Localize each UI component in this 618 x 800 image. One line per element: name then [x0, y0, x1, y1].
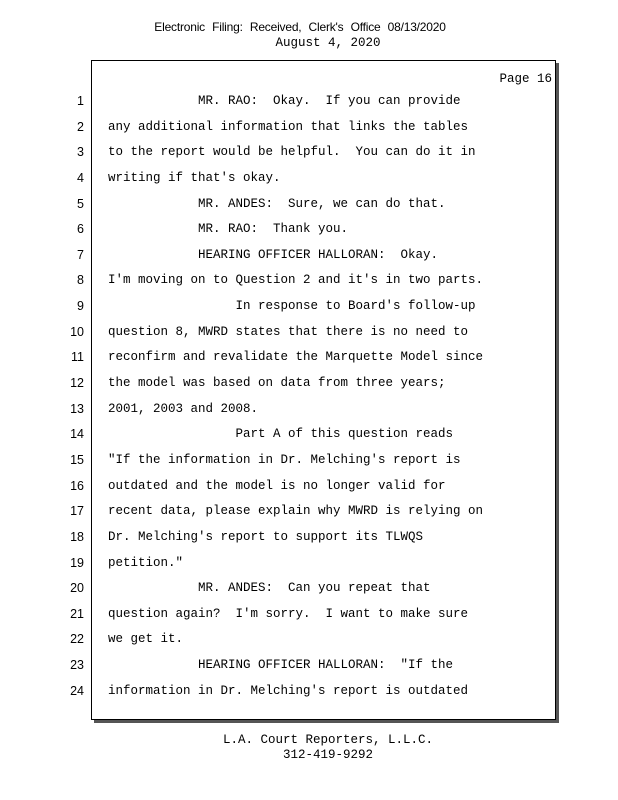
- line-number: 14: [70, 427, 84, 442]
- line-number: 15: [70, 452, 84, 467]
- line-text: information in Dr. Melching's report is outdated: [108, 683, 469, 698]
- line-text: question again? I'm sorry. I want to make sure: [108, 606, 469, 621]
- line-text: HEARING OFFICER HALLORAN: "If the: [108, 658, 454, 673]
- line-number: 22: [70, 632, 84, 647]
- transcript-line: [0, 217, 618, 243]
- line-number: 24: [70, 683, 84, 698]
- line-number: 13: [70, 401, 84, 416]
- line-text: any additional information that links the tables: [108, 119, 469, 134]
- transcript-body: [0, 89, 618, 704]
- line-number: 7: [77, 247, 84, 262]
- transcript-line: [0, 576, 618, 602]
- transcript-line: [0, 192, 618, 218]
- line-text: writing if that's okay.: [108, 170, 281, 185]
- transcript-line: [0, 89, 618, 115]
- line-number: 20: [70, 581, 84, 596]
- transcript-line: [0, 422, 618, 448]
- transcript-line: [0, 320, 618, 346]
- line-text: MR. ANDES: Can you repeat that: [108, 581, 431, 596]
- line-text: Part A of this question reads: [108, 427, 454, 442]
- transcript-line: [0, 397, 618, 423]
- line-text: to the report would be helpful. You can do it in: [108, 145, 476, 160]
- line-number: 9: [77, 299, 84, 314]
- line-text: In response to Board's follow-up: [108, 299, 476, 314]
- line-number: 8: [77, 273, 84, 288]
- line-text: reconfirm and revalidate the Marquette Model since: [108, 350, 484, 365]
- line-text: "If the information in Dr. Melching's report is: [108, 452, 461, 467]
- transcript-line: [0, 166, 618, 192]
- transcript-line: [0, 448, 618, 474]
- transcript-line: [0, 551, 618, 577]
- line-number: 17: [70, 504, 84, 519]
- line-text: 2001, 2003 and 2008.: [108, 401, 259, 416]
- line-text: I'm moving on to Question 2 and it's in two parts.: [108, 273, 484, 288]
- line-number: 18: [70, 529, 84, 544]
- transcript-line: [0, 140, 618, 166]
- line-number: 3: [77, 145, 84, 160]
- line-number: 11: [71, 350, 84, 365]
- transcript-line: [0, 525, 618, 551]
- line-text: the model was based on data from three years;: [108, 376, 446, 391]
- line-number: 12: [70, 376, 84, 391]
- line-text: we get it.: [108, 632, 184, 647]
- line-number: 4: [77, 170, 84, 185]
- filing-stamp: Electronic Filing: Received, Clerk's Office 08/13/2020: [154, 20, 446, 34]
- line-text: MR. RAO: Okay. If you can provide: [108, 94, 461, 108]
- transcript-line: [0, 243, 618, 269]
- transcript-line: [0, 627, 618, 653]
- line-text: outdated and the model is no longer valid for: [108, 478, 446, 493]
- line-number: 10: [70, 324, 84, 339]
- transcript-line: [0, 345, 618, 371]
- line-number: 16: [70, 478, 84, 493]
- line-number: 23: [70, 658, 84, 673]
- line-text: MR. RAO: Thank you.: [108, 222, 349, 237]
- page-number: Page 16: [499, 72, 552, 86]
- reporter-phone: 312-419-9292: [282, 748, 373, 762]
- court-reporter-footer: [0, 733, 618, 763]
- transcript-line: [0, 653, 618, 679]
- transcript-line: [0, 371, 618, 397]
- line-number: 1: [77, 94, 84, 108]
- line-number: 21: [70, 606, 84, 621]
- line-text: question 8, MWRD states that there is no need to: [108, 324, 469, 339]
- line-number: 2: [77, 119, 84, 134]
- line-text: HEARING OFFICER HALLORAN: Okay.: [108, 247, 439, 262]
- line-text: Dr. Melching's report to support its TLWQS: [108, 529, 424, 544]
- reporter-company: L.A. Court Reporters, L.L.C.: [222, 733, 434, 747]
- line-number: 6: [77, 222, 84, 237]
- line-number: 19: [70, 555, 84, 570]
- line-text: MR. ANDES: Sure, we can do that.: [108, 196, 446, 211]
- transcript-line: [0, 268, 618, 294]
- line-text: recent data, please explain why MWRD is relying on: [108, 504, 484, 519]
- transcript-line: [0, 499, 618, 525]
- line-text: petition.": [108, 555, 184, 570]
- transcript-line: [0, 294, 618, 320]
- transcript-line: [0, 602, 618, 628]
- transcript-line: [0, 115, 618, 141]
- line-number: 5: [77, 196, 84, 211]
- transcript-line: [0, 679, 618, 705]
- hearing-date: August 4, 2020: [275, 36, 381, 50]
- transcript-line: [0, 474, 618, 500]
